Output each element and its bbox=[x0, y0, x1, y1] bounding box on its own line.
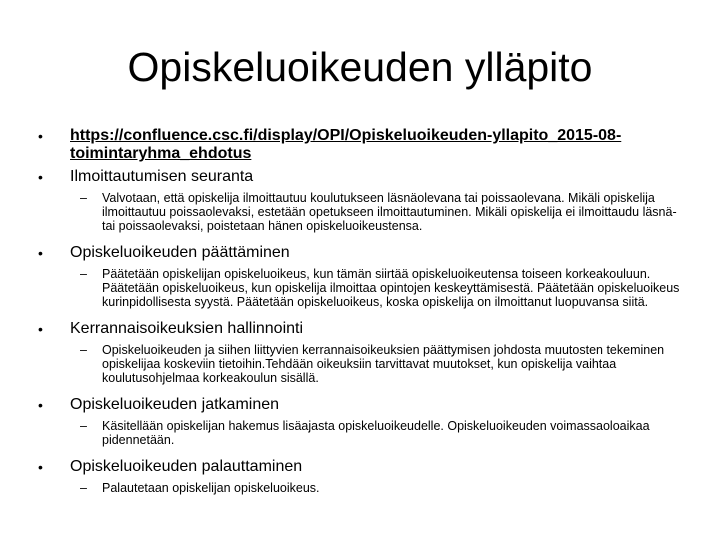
dash-icon: – bbox=[80, 191, 87, 205]
bullet-icon: • bbox=[38, 397, 43, 413]
sub-item-text: Valvotaan, että opiskelija ilmoittautuu koulutukseen läsnäolevana tai poissaolevana. Mikäli opiskelija ilmoittautuu poissaolevaksi, estetään opetukseen ilmoittautuminen. Mikäli opiskelija ei ilmoittaudu läsnä- tai poissaolevaksi, poistetaan hänen opiskeluoikeustensa. bbox=[102, 191, 677, 233]
bullet-label: Opiskeluoikeuden päättäminen bbox=[70, 244, 290, 261]
bullet-item-kerrannaisoikeudet bbox=[0, 320, 720, 338]
sub-item-text: Käsitellään opiskelijan hakemus lisäajasta opiskeluoikeudelle. Opiskeluoikeuden voimassaoloaikaa pidennetään. bbox=[102, 419, 650, 447]
bullet-icon: • bbox=[38, 321, 43, 337]
sub-item-kerrannaisoikeudet bbox=[0, 343, 720, 385]
bullet-label: Ilmoittautumisen seuranta bbox=[70, 168, 254, 185]
sub-item-palauttaminen bbox=[0, 481, 720, 495]
sub-item-text: Opiskeluoikeuden ja siihen liittyvien kerrannaisoikeuksien päättymisen johdosta muutosten tekeminen opiskelijaa koskeviin tietoihin.Tehdään oikeuksiin tarvittavat muutokset, kun opiskelija vaihtaa koulutusohjelmaa korkeakoulun sisällä. bbox=[102, 343, 665, 385]
sub-item-ilmoittautuminen bbox=[0, 191, 720, 233]
bullet-item-paattaminen bbox=[0, 244, 720, 262]
bullet-label: Opiskeluoikeuden palauttaminen bbox=[70, 458, 303, 475]
dash-icon: – bbox=[80, 481, 87, 495]
sub-item-text: Päätetään opiskelijan opiskeluoikeus, kun tämän siirtää opiskeluoikeutensa toiseen korkeakouluun. Päätetään opiskeluoikeus, kun opiskelija ilmoittaa opintojen keskeyttämisestä. Päätetään opiskeluoikeus kurinpidollisesta syystä. Päätetään opiskeluoikeus, koska opiskelija on ilmoittanut luopuvansa siitä. bbox=[102, 267, 680, 309]
confluence-link[interactable]: https://confluence.csc.fi/display/OPI/Opiskeluoikeuden-yllapito_2015-08-toimintaryhma_ehdotus bbox=[70, 127, 622, 162]
bullet-icon: • bbox=[38, 128, 43, 144]
bullet-item-jatkaminen bbox=[0, 396, 720, 414]
bullet-icon: • bbox=[38, 459, 43, 475]
bullet-item-link bbox=[0, 127, 720, 163]
bullet-list bbox=[0, 127, 720, 506]
bullet-icon: • bbox=[38, 169, 43, 185]
bullet-item-ilmoittautuminen bbox=[0, 168, 720, 186]
sub-item-paattaminen bbox=[0, 267, 720, 309]
sub-item-text: Palautetaan opiskelijan opiskeluoikeus. bbox=[102, 481, 320, 495]
dash-icon: – bbox=[80, 343, 87, 357]
bullet-label: Opiskeluoikeuden jatkaminen bbox=[70, 396, 280, 413]
dash-icon: – bbox=[80, 267, 87, 281]
bullet-item-palauttaminen bbox=[0, 458, 720, 476]
bullet-label: Kerrannaisoikeuksien hallinnointi bbox=[70, 320, 304, 337]
bullet-icon: • bbox=[38, 245, 43, 261]
slide-title: Opiskeluoikeuden ylläpito bbox=[127, 44, 593, 90]
dash-icon: – bbox=[80, 419, 87, 433]
sub-item-jatkaminen bbox=[0, 419, 720, 447]
